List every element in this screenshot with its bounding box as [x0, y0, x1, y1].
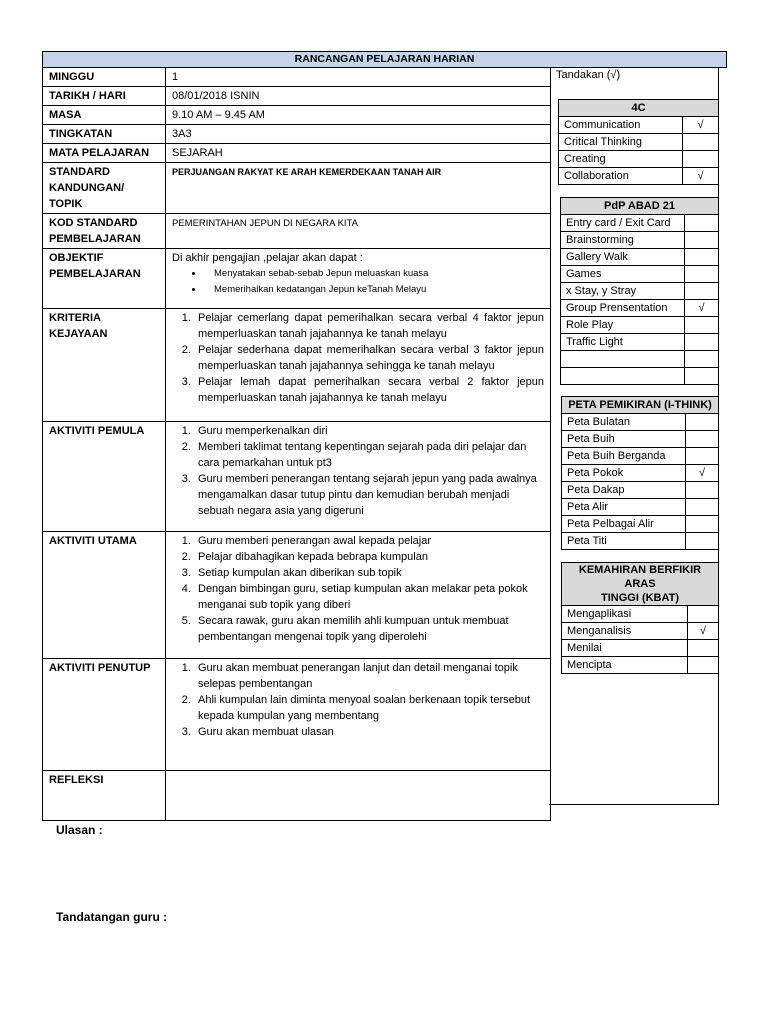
checkbox-cell[interactable] [686, 516, 719, 533]
value-kriteria [166, 309, 551, 422]
item-label: Brainstorming [561, 232, 685, 249]
checkbox-cell[interactable] [685, 334, 719, 351]
table-row [559, 151, 719, 168]
value-penutup [166, 659, 551, 771]
list-item: 1. Pelajar cemerlang dapat pemerihalkan secara verbal 4 faktor jepun memperluaskan tanah jajahannya ke tanah melayu [194, 310, 544, 342]
table-4c [558, 99, 719, 185]
item-label: Traffic Light [561, 334, 685, 351]
list-item: 3. Guru memberi penerangan tentang sejarah jepun yang pada awalnya mengamalkan dasar tutup pintu dan kemudian berubah menjadi sebuah negara asia yang digeruni [194, 471, 544, 519]
table-row [561, 249, 719, 266]
item-label: Menganalisis [562, 623, 688, 640]
label-refleksi: REFLEKSI [43, 771, 166, 821]
item-label: Peta Buih [562, 431, 686, 448]
list-item: 1. Guru memberi penerangan awal kepada pelajar [194, 533, 544, 549]
checkbox-cell[interactable] [685, 232, 719, 249]
kod-text: PEMERINTAHAN JEPUN DI NEGARA KITA [172, 218, 358, 229]
value-pemula [166, 422, 551, 532]
label-tarikh: TARIKH / HARI [43, 87, 166, 106]
label-line: KANDUNGAN/ [49, 182, 125, 194]
list-item: 1. Guru memperkenalkan diri [194, 423, 544, 439]
checkbox-cell[interactable] [686, 533, 719, 550]
checkbox-cell[interactable] [688, 606, 719, 623]
table-row [562, 657, 719, 674]
table-row [561, 232, 719, 249]
list-item: 2. Ahli kumpulan lain diminta menyoal soalan berkenaan topik tersebut kepada kumpulan yang membentang [194, 692, 544, 724]
list-item: 1. Guru akan membuat penerangan lanjut dan detail menganai topik selepas pembentangan [194, 660, 544, 692]
value-tarikh: 08/01/2018 ISNIN [166, 87, 551, 106]
list-item: 3. Pelajar lemah dapat pemerihalkan secara verbal 2 faktor jepun memperluaskan tanah jajahannya ke tanah melayu [194, 374, 544, 406]
item-label: Games [561, 266, 685, 283]
value-standard-kandungan [166, 163, 551, 214]
checkbox-cell[interactable] [685, 283, 719, 300]
label-pemula: AKTIVITI PEMULA [43, 422, 166, 532]
item-label [561, 351, 685, 368]
row-tarikh [43, 87, 551, 106]
document-title: RANCANGAN PELAJARAN HARIAN [42, 51, 727, 68]
table-row [561, 351, 719, 368]
item-label: Creating [559, 151, 683, 168]
row-masa [43, 106, 551, 125]
table-row [559, 134, 719, 151]
list-item: • Menyatakan sebab-sebab Jepun meluaskan kuasa [204, 266, 544, 282]
value-refleksi [166, 771, 551, 821]
list-item: 5. Secara rawak, guru akan memilih ahli kumpuan untuk membuat pembentangan mengenai topik yang diperolehi [194, 613, 544, 645]
checkbox-cell[interactable]: √ [685, 300, 719, 317]
item-label: Peta Pokok [562, 465, 686, 482]
table-row [562, 640, 719, 657]
value-minggu: 1 [166, 68, 551, 87]
table-row [562, 606, 719, 623]
tandatangan-label: Tandatangan guru : [56, 910, 168, 924]
item-label [561, 368, 685, 385]
list-item: 2. Pelajar dibahagikan kepada bebrapa kumpulan [194, 549, 544, 565]
header-ithink: PETA PEMIKIRAN (I-THINK) [562, 397, 719, 414]
item-label: Group Prensentation [561, 300, 685, 317]
checkbox-cell[interactable] [686, 414, 719, 431]
row-standard-kandungan [43, 163, 551, 214]
checkbox-cell[interactable] [685, 266, 719, 283]
table-row [561, 215, 719, 232]
penutup-list [172, 660, 544, 740]
pemula-list [172, 423, 544, 519]
item-label: Mengaplikasi [562, 606, 688, 623]
label-mata-pelajaran: MATA PELAJARAN [43, 144, 166, 163]
header-line: KEMAHIRAN BERFIKIR ARAS [578, 564, 702, 590]
table-row [559, 117, 719, 134]
checkbox-cell[interactable] [685, 249, 719, 266]
checkbox-cell[interactable] [686, 448, 719, 465]
header-line: TINGGI (KBAT) [601, 592, 680, 604]
list-item: 4. Dengan bimbingan guru, setiap kumpulan akan melakar peta pokok menganai sub topik yang diberi [194, 581, 544, 613]
value-kod-standard [166, 214, 551, 249]
label-line: STANDARD [49, 166, 110, 178]
header-4c: 4C [559, 100, 719, 117]
label-utama: AKTIVITI UTAMA [43, 532, 166, 659]
table-row [562, 516, 719, 533]
item-label: x Stay, y Stray [561, 283, 685, 300]
checkbox-cell[interactable]: √ [683, 117, 719, 134]
item-label: Peta Titi [562, 533, 686, 550]
row-minggu [43, 68, 551, 87]
row-pemula [43, 422, 551, 532]
item-label: Communication [559, 117, 683, 134]
row-kod-standard [43, 214, 551, 249]
label-line: PEMBELAJARAN [49, 233, 141, 245]
row-refleksi [43, 771, 551, 821]
checkbox-cell[interactable] [685, 368, 719, 385]
list-item: 2. Memberi taklimat tentang kepentingan sejarah pada diri pelajar dan cara pemarkahan untuk pt3 [194, 439, 544, 471]
item-label: Role Play [561, 317, 685, 334]
label-standard-kandungan [43, 163, 166, 214]
objektif-list [172, 266, 544, 298]
table-row [561, 283, 719, 300]
checkbox-cell[interactable] [683, 151, 719, 168]
row-objektif [43, 249, 551, 309]
table-row [562, 533, 719, 550]
checkbox-cell[interactable] [685, 317, 719, 334]
table-row [561, 266, 719, 283]
value-tingkatan: 3A3 [166, 125, 551, 144]
row-penutup [43, 659, 551, 771]
row-utama [43, 532, 551, 659]
table-row [562, 465, 719, 482]
checkbox-cell[interactable] [686, 499, 719, 516]
item-label: Gallery Walk [561, 249, 685, 266]
table-pdp-abad-21 [560, 197, 719, 385]
checkbox-cell[interactable] [686, 482, 719, 499]
label-line: OBJEKTIF [49, 252, 104, 264]
table-row [561, 300, 719, 317]
lesson-plan-table [42, 67, 551, 821]
item-label: Menilai [562, 640, 688, 657]
ulasan-label: Ulasan : [56, 823, 103, 837]
checkbox-cell[interactable] [683, 134, 719, 151]
checkbox-cell[interactable] [688, 640, 719, 657]
checkbox-cell[interactable] [686, 431, 719, 448]
label-penutup: AKTIVITI PENUTUP [43, 659, 166, 771]
label-minggu: MINGGU [43, 68, 166, 87]
table-row [562, 431, 719, 448]
row-kriteria [43, 309, 551, 422]
utama-list [172, 533, 544, 645]
table-row [561, 334, 719, 351]
topic-text: PERJUANGAN RAKYAT KE ARAH KEMERDEKAAN TANAH AIR [172, 167, 442, 177]
label-line: KOD STANDARD [49, 217, 138, 229]
item-label: Peta Buih Berganda [562, 448, 686, 465]
checkbox-cell[interactable] [688, 657, 719, 674]
kriteria-list [172, 310, 544, 406]
item-label: Peta Pelbagai Alir [562, 516, 686, 533]
label-kriteria: KRITERIA KEJAYAAN [43, 309, 166, 422]
table-row [562, 623, 719, 640]
table-row [562, 482, 719, 499]
value-masa: 9.10 AM – 9.45 AM [166, 106, 551, 125]
item-label: Mencipta [562, 657, 688, 674]
row-mata-pelajaran [43, 144, 551, 163]
header-kbat [562, 563, 719, 606]
tandakan-label: Tandakan (√) [556, 69, 621, 81]
checkbox-cell[interactable] [685, 215, 719, 232]
value-objektif [166, 249, 551, 309]
label-tingkatan: TINGKATAN [43, 125, 166, 144]
label-line: PEMBELAJARAN [49, 268, 141, 280]
table-row [562, 414, 719, 431]
item-label: Peta Bulatan [562, 414, 686, 431]
list-item: 3. Setiap kumpulan akan diberikan sub topik [194, 565, 544, 581]
checkbox-cell[interactable]: √ [686, 465, 719, 482]
table-row [562, 499, 719, 516]
header-pdp: PdP ABAD 21 [561, 198, 719, 215]
item-label: Entry card / Exit Card [561, 215, 685, 232]
table-kbat [561, 562, 719, 674]
item-label: Peta Dakap [562, 482, 686, 499]
checkbox-cell[interactable]: √ [683, 168, 719, 185]
list-item: 3. Guru akan membuat ulasan [194, 724, 544, 740]
table-row [562, 448, 719, 465]
label-masa: MASA [43, 106, 166, 125]
item-label: Peta Alir [562, 499, 686, 516]
objektif-intro: Di akhir pengajian ,pelajar akan dapat : [172, 252, 363, 264]
label-objektif [43, 249, 166, 309]
list-item: • Memerihalkan kedatangan Jepun keTanah Melayu [204, 282, 544, 298]
list-item: 2. Pelajar sederhana dapat memerihalkan secara verbal 3 faktor jepun memperluaskan tanah jajahannya sehingga ke tanah melayu [194, 342, 544, 374]
table-row [561, 368, 719, 385]
item-label: Critical Thinking [559, 134, 683, 151]
table-ithink [561, 396, 719, 550]
label-line: TOPIK [49, 198, 83, 210]
row-tingkatan [43, 125, 551, 144]
value-mata-pelajaran: SEJARAH [166, 144, 551, 163]
checkbox-cell[interactable] [685, 351, 719, 368]
table-row [561, 317, 719, 334]
value-utama [166, 532, 551, 659]
checkbox-cell[interactable]: √ [688, 623, 719, 640]
label-kod-standard [43, 214, 166, 249]
table-row [559, 168, 719, 185]
item-label: Collaboration [559, 168, 683, 185]
